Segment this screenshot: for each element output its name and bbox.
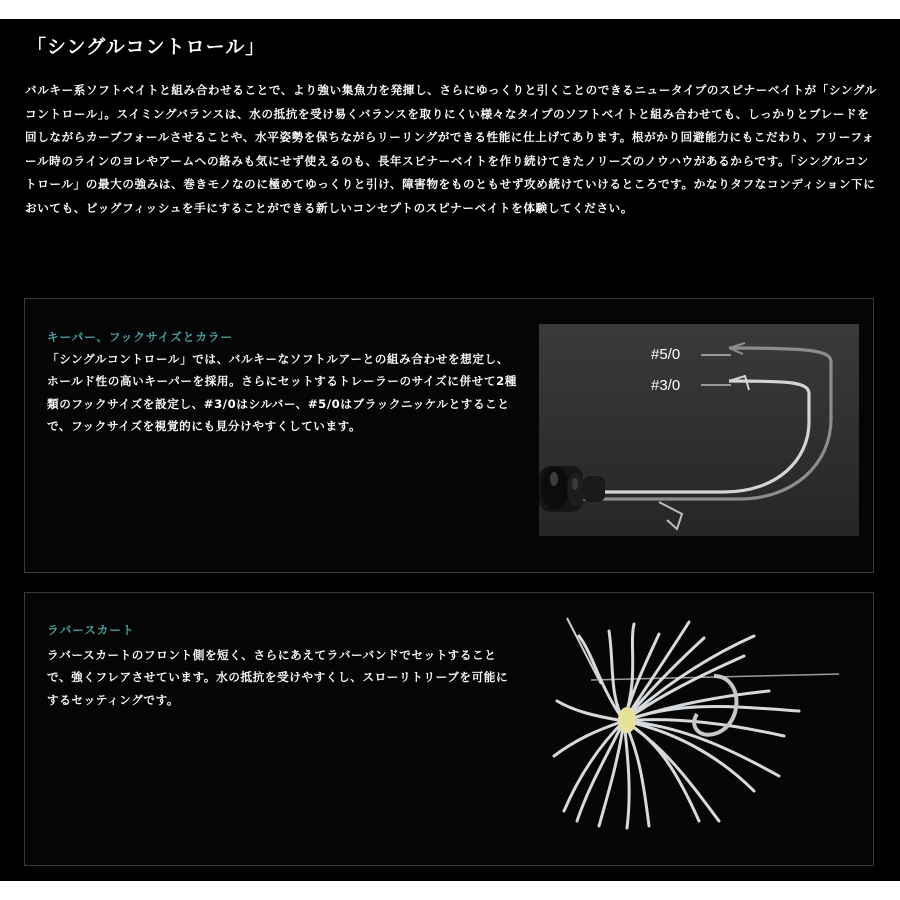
intro-paragraph: バルキー系ソフトベイトと組み合わせることで、より強い集魚力を発揮し、さらにゆっくりと引くことのできるニュータイプのスピナーベイトが「シングルコントロール」。スイミングバランスは、水の抵抗を受け易くバランスを取りにくい様々なタイプのソフトベイトと組み合わせても、しっかりとブレードを回しながらカーブフォールさせることや、水平姿勢を保ちながらリーリングができる性能に仕上げてあります。根がかり回避能力にもこだわり、フリーフォール時のラインのヨレやアームへの絡みも気にせず使えるのも、長年スピナーベイトを作り続けてきたノリーズのノウハウがあるからです。「シングルコントロール」の最大の強みは、巻きモノなのに極めてゆっくりと引け、障害物をものともせず攻め続けていけるところです。かなりタフなコンディション下においても、ビッグフィッシュを手にすることができる新しいコンセプトのスピナーベイトを体験してください。 [25,83,877,215]
hook-illustration [539,324,859,536]
hook-size-photo [539,324,859,536]
feature-heading-rubber-skirt: ラバースカート [47,623,135,637]
hook-label-3-0: #3/0 [651,377,681,394]
skirt-illustration [539,616,859,830]
rubber-band-shape [618,707,636,733]
hook-label-5-0: #5/0 [651,346,681,363]
feature-heading-keeper-hook: キーパー、フックサイズとカラー [47,330,234,344]
feature-body-keeper-hook: 「シングルコントロール」では、バルキーなソフトルアーとの組み合わせを想定し、ホールド性の高いキーパーを採用。さらにセットするトレーラーのサイズに併せて2種類のフックサイズを設定し、#3/0はシルバー、#5/0はブラックニッケルとすることで、フックサイズを視覚的にも見分けやすくしています。 [47,352,517,434]
rubber-skirt-photo [539,616,859,830]
page-title: 「シングルコントロール」 [27,36,266,58]
feature-panel-rubber-skirt [24,592,874,866]
feature-body-rubber-skirt: ラバースカートのフロント側を短く、さらにあえてラバーバンドでセットすることで、強くフレアさせています。水の抵抗を受けやすくし、スローリトリーブを可能にするセッティングです。 [47,648,509,707]
photo-backdrop [539,324,859,536]
feature-panel-keeper-hook [24,298,874,573]
page-canvas [0,19,900,881]
